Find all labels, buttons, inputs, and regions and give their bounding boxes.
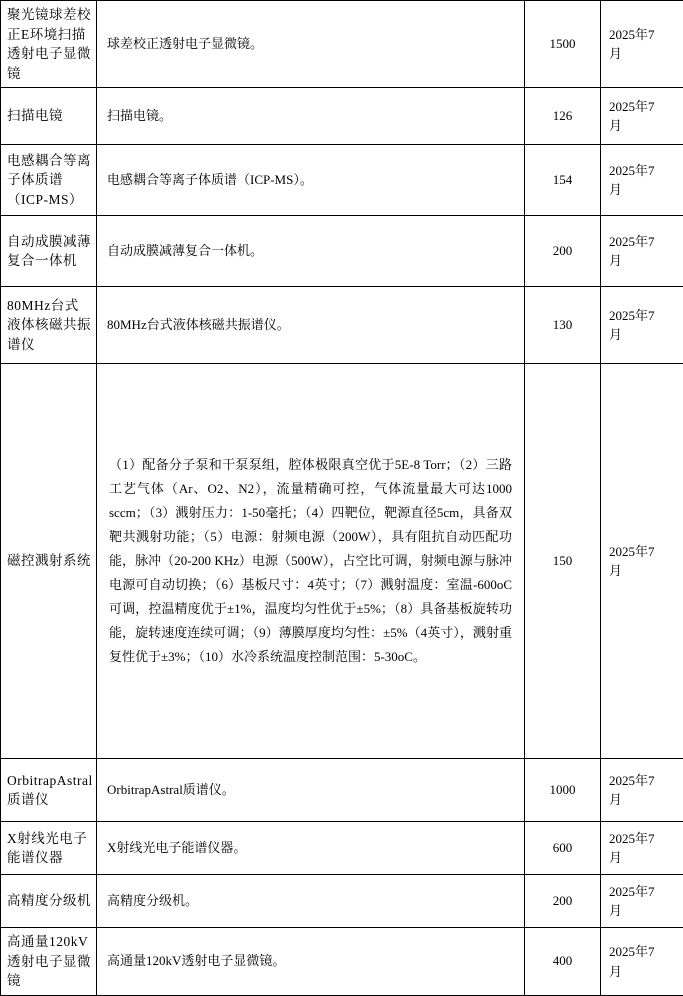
- equipment-amount: 400: [525, 928, 601, 996]
- equipment-description: 电感耦合等离子体质谱（ICP-MS）。: [97, 145, 525, 216]
- date-line-1: 2025年7: [609, 542, 677, 562]
- equipment-description: 高通量120kV透射电子显微镜。: [97, 928, 525, 996]
- date-line-2: 月: [609, 325, 677, 345]
- equipment-date: [601, 287, 683, 364]
- equipment-description: 球差校正透射电子显微镜。: [97, 1, 525, 88]
- equipment-name: X射线光电子能谱仪器: [1, 822, 97, 875]
- equipment-description: 高精度分级机。: [97, 875, 525, 928]
- date-line-1: 2025年7: [609, 161, 677, 181]
- equipment-date: [601, 88, 683, 145]
- equipment-amount: 1000: [525, 759, 601, 822]
- equipment-name: 高精度分级机: [1, 875, 97, 928]
- equipment-date: [601, 759, 683, 822]
- equipment-name: OrbitrapAstral质谱仪: [1, 759, 97, 822]
- table-row: [1, 287, 683, 364]
- table-row: [1, 822, 683, 875]
- table-row: [1, 364, 683, 759]
- equipment-date: [601, 875, 683, 928]
- table-row: [1, 88, 683, 145]
- equipment-amount: 150: [525, 364, 601, 759]
- table-row: [1, 759, 683, 822]
- equipment-name: 电感耦合等离子体质谱（ICP-MS）: [1, 145, 97, 216]
- equipment-name: 聚光镜球差校正E环境扫描透射电子显微镜: [1, 1, 97, 88]
- date-line-1: 2025年7: [609, 232, 677, 252]
- date-line-1: 2025年7: [609, 771, 677, 791]
- date-line-1: 2025年7: [609, 25, 677, 45]
- equipment-description: （1）配备分子泵和干泵泵组，腔体极限真空优于5E-8 Torr；（2）三路工艺气体（Ar、O2、N2），流量精确可控，气体流量最大可达1000 sccm；（3）溅射压力：1-50毫托；（4）四靶位，靶源直径5cm，具备双靶共溅射功能；（5）电源：射频电源（200W），具有阻抗自动匹配功能，脉冲（20-200 KHz）电源（500W），占空比可调，射频电源与脉冲电源可自动切换；（6）基板尺寸：4英寸；（7）溅射温度：室温-600oC可调，控温精度优于±1%，温度均匀性优于±5%；（8）具备基板旋转功能，旋转速度连续可调；（9）薄膜厚度均匀性：±5%（4英寸），溅射重复性优于±3%；（10）水冷系统温度控制范围：5-30oC。: [97, 364, 525, 759]
- equipment-date: [601, 1, 683, 88]
- equipment-description: 扫描电镜。: [97, 88, 525, 145]
- equipment-date: [601, 822, 683, 875]
- table-row: [1, 875, 683, 928]
- equipment-date: [601, 216, 683, 287]
- date-line-2: 月: [609, 44, 677, 64]
- date-line-2: 月: [609, 561, 677, 581]
- equipment-amount: 154: [525, 145, 601, 216]
- table-row: [1, 216, 683, 287]
- equipment-name: 自动成膜减薄复合一体机: [1, 216, 97, 287]
- equipment-name: 扫描电镜: [1, 88, 97, 145]
- date-line-1: 2025年7: [609, 942, 677, 962]
- equipment-amount: 126: [525, 88, 601, 145]
- date-line-2: 月: [609, 251, 677, 271]
- equipment-name: 80MHz台式液体核磁共振谱仪: [1, 287, 97, 364]
- date-line-1: 2025年7: [609, 882, 677, 902]
- equipment-name: 磁控溅射系统: [1, 364, 97, 759]
- equipment-description: 80MHz台式液体核磁共振谱仪。: [97, 287, 525, 364]
- date-line-2: 月: [609, 962, 677, 982]
- table-row: [1, 1, 683, 88]
- equipment-date: [601, 928, 683, 996]
- date-line-2: 月: [609, 848, 677, 868]
- equipment-amount: 130: [525, 287, 601, 364]
- date-line-2: 月: [609, 116, 677, 136]
- table-row: [1, 145, 683, 216]
- equipment-date: [601, 364, 683, 759]
- equipment-description: OrbitrapAstral质谱仪。: [97, 759, 525, 822]
- table-row: [1, 928, 683, 996]
- equipment-amount: 200: [525, 216, 601, 287]
- date-line-1: 2025年7: [609, 97, 677, 117]
- equipment-description: 自动成膜减薄复合一体机。: [97, 216, 525, 287]
- equipment-description: X射线光电子能谱仪器。: [97, 822, 525, 875]
- date-line-1: 2025年7: [609, 829, 677, 849]
- date-line-2: 月: [609, 790, 677, 810]
- date-line-1: 2025年7: [609, 306, 677, 326]
- equipment-date: [601, 145, 683, 216]
- equipment-amount: 600: [525, 822, 601, 875]
- equipment-name: 高通量120kV透射电子显微镜: [1, 928, 97, 996]
- equipment-amount: 200: [525, 875, 601, 928]
- date-line-2: 月: [609, 180, 677, 200]
- equipment-amount: 1500: [525, 1, 601, 88]
- date-line-2: 月: [609, 901, 677, 921]
